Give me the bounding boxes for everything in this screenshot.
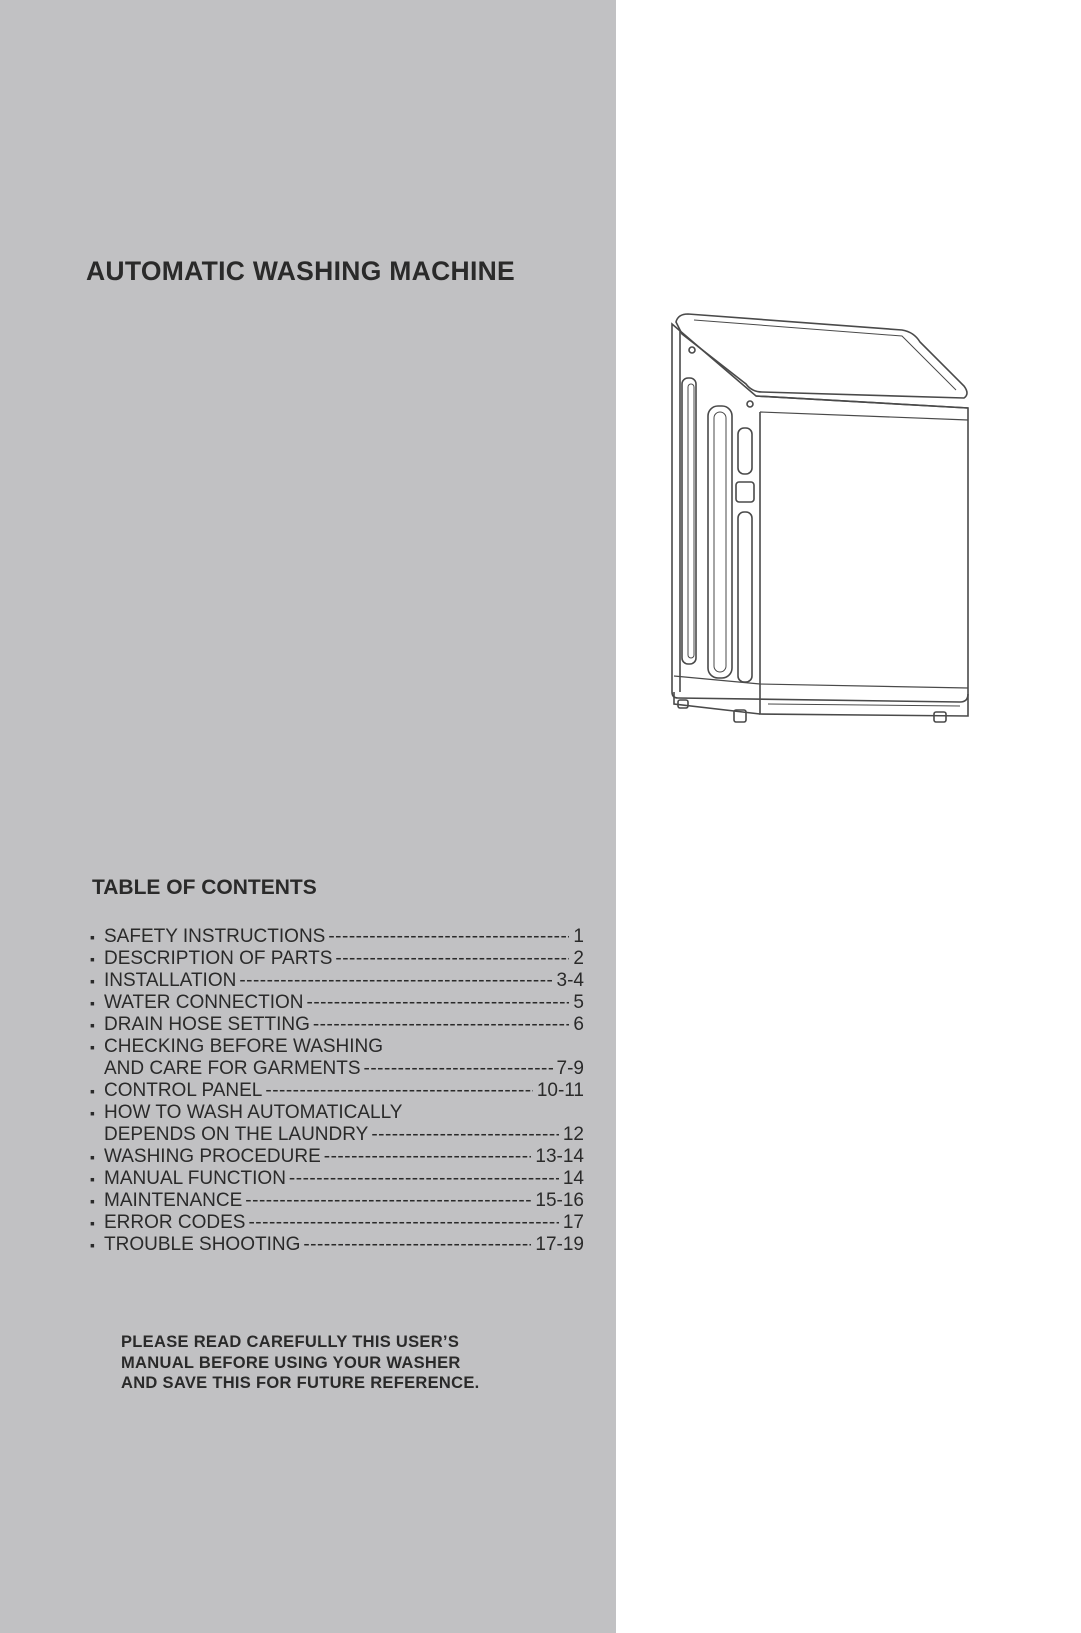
toc-item-safety-instructions: ▪ SAFETY INSTRUCTIONS ----- 1: [90, 926, 584, 948]
toc-page-number: 17-19: [535, 1234, 584, 1255]
toc-label: CONTROL PANEL: [104, 1080, 263, 1101]
toc-page-number: 6: [573, 1014, 584, 1035]
toc-item-how-to-wash: ▪ HOW TO WASH AUTOMATICALLY DEPENDS ON THE LAUNDRY ----- 12: [90, 1102, 584, 1146]
toc-label: CHECKING BEFORE WASHING: [104, 1036, 384, 1057]
toc-label: HOW TO WASH AUTOMATICALLY: [104, 1102, 403, 1123]
toc-page-number: 14: [562, 1168, 584, 1189]
toc-item-control-panel: ▪ CONTROL PANEL ----- 10-11: [90, 1080, 584, 1102]
toc-page-number: 13-14: [535, 1146, 584, 1167]
toc-page-number: 12: [562, 1124, 584, 1145]
toc-page-number: 3-4: [556, 970, 584, 991]
toc-label: INSTALLATION: [104, 970, 237, 991]
toc-page-number: 2: [573, 948, 584, 969]
toc-label: MANUAL FUNCTION: [104, 1168, 286, 1189]
table-of-contents: [90, 926, 584, 1256]
toc-item-description-of-parts: ▪ DESCRIPTION OF PARTS ----- 2: [90, 948, 584, 970]
toc-page-number: 7-9: [556, 1058, 584, 1079]
toc-item-installation: ▪ INSTALLATION ----- 3-4: [90, 970, 584, 992]
toc-item-error-codes: ▪ ERROR CODES ----- 17: [90, 1212, 584, 1234]
toc-item-water-connection: ▪ WATER CONNECTION ----- 5: [90, 992, 584, 1014]
toc-item-manual-function: ▪ MANUAL FUNCTION ----- 14: [90, 1168, 584, 1190]
toc-page-number: 17: [562, 1212, 584, 1233]
toc-label: WATER CONNECTION: [104, 992, 304, 1013]
document-title: AUTOMATIC WASHING MACHINE: [86, 256, 516, 286]
toc-page-number: 5: [573, 992, 584, 1013]
toc-item-drain-hose-setting: ▪ DRAIN HOSE SETTING ----- 6: [90, 1014, 584, 1036]
toc-label: WASHING PROCEDURE: [104, 1146, 321, 1167]
toc-label: MAINTENANCE: [104, 1190, 243, 1211]
toc-item-washing-procedure: ▪ WASHING PROCEDURE ----- 13-14: [90, 1146, 584, 1168]
toc-label: TROUBLE SHOOTING: [104, 1234, 301, 1255]
washing-machine-illustration: [664, 312, 982, 744]
toc-item-checking-before-washing: ▪ CHECKING BEFORE WASHING AND CARE FOR GARMENTS ----- 7-9: [90, 1036, 584, 1080]
toc-item-trouble-shooting: ▪ TROUBLE SHOOTING ----- 17-19: [90, 1234, 584, 1256]
notice-line: PLEASE READ CAREFULLY THIS USER’S: [121, 1333, 460, 1351]
toc-page-number: 15-16: [535, 1190, 584, 1211]
reading-notice: [121, 1332, 480, 1394]
toc-label-continued: DEPENDS ON THE LAUNDRY: [104, 1124, 369, 1145]
toc-label: ERROR CODES: [104, 1212, 246, 1233]
toc-label-continued: AND CARE FOR GARMENTS: [104, 1058, 361, 1079]
toc-label: SAFETY INSTRUCTIONS: [104, 926, 326, 947]
toc-page-number: 10-11: [536, 1080, 584, 1101]
toc-label: DRAIN HOSE SETTING: [104, 1014, 310, 1035]
notice-line: AND SAVE THIS FOR FUTURE REFERENCE.: [121, 1374, 480, 1392]
toc-heading: TABLE OF CONTENTS: [92, 876, 317, 899]
toc-label: DESCRIPTION OF PARTS: [104, 948, 333, 969]
toc-page-number: 1: [573, 926, 584, 947]
notice-line: MANUAL BEFORE USING YOUR WASHER: [121, 1353, 461, 1372]
toc-item-maintenance: ▪ MAINTENANCE ----- 15-16: [90, 1190, 584, 1212]
